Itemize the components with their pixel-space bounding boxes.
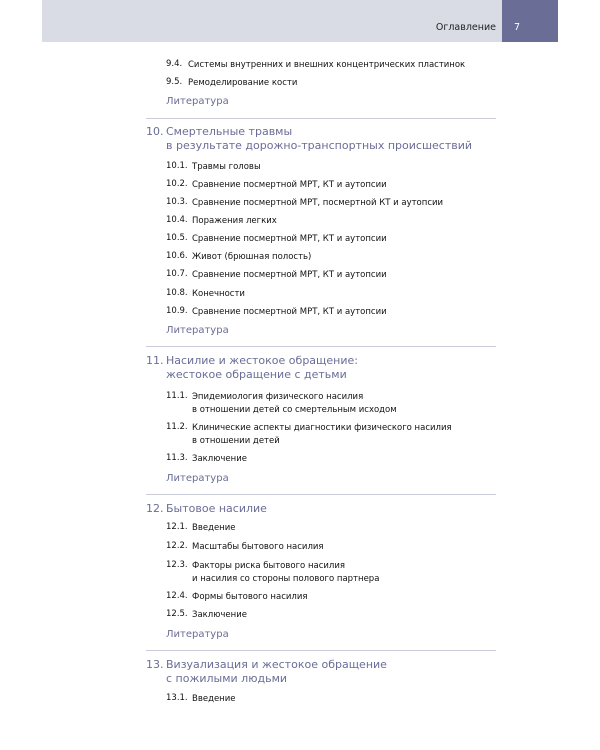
toc-references-title: Литература [166,473,229,484]
running-header-title: Оглавление [435,22,496,33]
toc-chapter-title-line1: Визуализация и жестокое обращение [166,658,387,671]
toc-subsection-title: Введение [192,523,236,533]
toc-subsection-number: 10.2. [166,179,188,189]
toc-subsection-number: 10.9. [166,306,188,316]
section-divider [146,650,496,651]
toc-chapter-title: Бытовое насилие [166,502,267,515]
page-number: 7 [514,22,521,33]
section-divider [146,494,496,495]
toc-subsection-title: Заключение [192,610,247,620]
toc-subsection-title: Формы бытового насилия [192,592,308,602]
toc-subsection-number: 10.1. [166,161,188,171]
toc-subsection-number: 12.5. [166,609,188,619]
toc-subsection-title-line1: Эпидемиология физического насилия [192,392,364,402]
toc-references-title: Литература [166,629,229,640]
section-divider [146,118,496,119]
toc-subsection-number: 12.2. [166,541,188,551]
toc-subsection-title-line2: в отношении детей [192,436,280,446]
toc-subsection-number: 9.5. [166,77,183,87]
toc-chapter-title-line2: жестокое обращение с детьми [166,368,347,381]
section-divider [146,346,496,347]
toc-subsection-number: 10.4. [166,215,188,225]
toc-subsection-title: Масштабы бытового насилия [192,542,324,552]
toc-subsection-number: 10.8. [166,288,188,298]
toc-subsection-title: Поражения легких [192,216,277,226]
toc-subsection-number: 10.6. [166,251,188,261]
toc-subsection-title: Сравнение посмертной МРТ, КТ и аутопсии [192,270,387,280]
toc-subsection-title: Травмы головы [192,162,261,172]
toc-subsection-number: 11.3. [166,453,188,463]
toc-subsection-title: Ремоделирование кости [188,78,298,88]
toc-chapter-title-line1: Смертельные травмы [166,125,293,138]
toc-subsection-title-line2: и насилия со стороны полового партнера [192,574,380,584]
toc-subsection-title-line1: Факторы риска бытового насилия [192,561,345,571]
toc-references-title: Литература [166,325,229,336]
toc-chapter-title-line1: Насилие и жестокое обращение: [166,354,358,367]
toc-subsection-number: 12.3. [166,560,188,570]
toc-subsection-title: Конечности [192,289,245,299]
toc-subsection-number: 12.1. [166,522,188,532]
toc-chapter-title-line2: в результате дорожно-транспортных происшествий [166,139,473,152]
toc-subsection-number: 13.1. [166,693,188,703]
toc-subsection-title: Сравнение посмертной МРТ, КТ и аутопсии [192,180,387,190]
toc-chapter-number: 13. [146,658,164,671]
toc-subsection-number: 12.4. [166,591,188,601]
toc-subsection-title-line2: в отношении детей со смертельным исходом [192,405,397,415]
toc-subsection-number: 9.4. [166,59,183,69]
toc-subsection-title: Сравнение посмертной МРТ, КТ и аутопсии [192,307,387,317]
toc-subsection-number: 11.2. [166,422,188,432]
toc-subsection-title: Живот (брюшная полость) [192,252,312,262]
toc-subsection-title: Системы внутренних и внешних концентрических пластинок [188,60,466,70]
toc-subsection-title: Сравнение посмертной МРТ, посмертной КТ и аутопсии [192,198,444,208]
toc-subsection-title-line1: Клинические аспекты диагностики физического насилия [192,423,452,433]
toc-subsection-number: 10.7. [166,269,188,279]
toc-subsection-number: 10.3. [166,197,188,207]
toc-subsection-number: 11.1. [166,391,188,401]
toc-subsection-title: Заключение [192,454,247,464]
toc-chapter-number: 10. [146,125,164,138]
toc-chapter-number: 11. [146,354,164,367]
toc-subsection-title: Введение [192,694,236,704]
toc-subsection-number: 10.5. [166,233,188,243]
toc-references-title: Литература [166,96,229,107]
toc-chapter-title-line2: с пожилыми людьми [166,672,288,685]
toc-chapter-number: 12. [146,502,164,515]
toc-subsection-title: Сравнение посмертной МРТ, КТ и аутопсии [192,234,387,244]
